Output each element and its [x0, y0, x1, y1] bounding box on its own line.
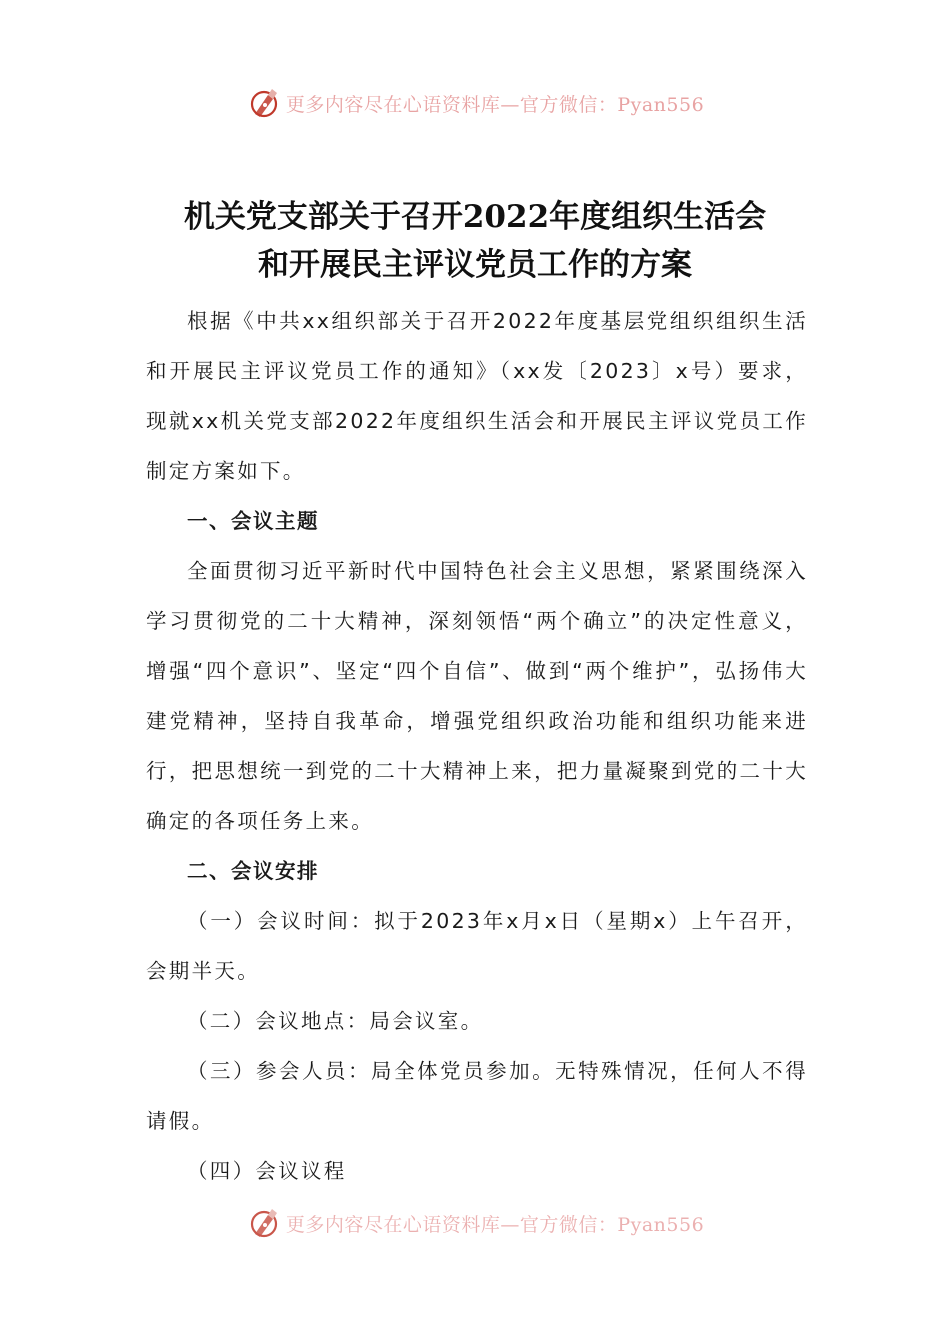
title-line-2: 和开展民主评议党员工作的方案	[258, 247, 692, 283]
footer-watermark	[0, 1203, 950, 1243]
theme-paragraph: 全面贯彻习近平新时代中国特色社会主义思想，紧紧围绕深入学习贯彻党的二十大精神，深刻领悟“两个确立”的决定性意义，增强“四个意识”、坚定“四个自信”、做到“两个维护”，弘扬伟大建党精神，坚持自我革命，增强党组织政治功能和组织功能来进行，把思想统一到党的二十大精神上来，把力量凝聚到党的二十大确定的各项任务上来。	[146, 559, 808, 833]
section-heading-theme: 一、会议主题	[187, 509, 319, 533]
document-title	[0, 193, 950, 289]
section-heading-arrangement: 二、会议安排	[187, 859, 319, 883]
title-line-1: 机关党支部关于召开2022年度组织生活会	[183, 199, 767, 235]
pen-nib-logo-icon	[246, 1205, 282, 1241]
meeting-time-paragraph: （一）会议时间：拟于2023年x月x日（星期x）上午召开，会期半天。	[146, 909, 808, 983]
document-body	[146, 296, 808, 1196]
watermark-text: 更多内容尽在心语资料库—官方微信：Pyan556	[285, 93, 705, 116]
meeting-location-paragraph: （二）会议地点：局会议室。	[187, 1009, 484, 1033]
intro-paragraph: 根据《中共xx组织部关于召开2022年度基层党组织组织生活和开展民主评议党员工作的通知》（xx发〔2023〕x号）要求，现就xx机关党支部2022年度组织生活会和开展民主评议党员工作制定方案如下。	[146, 309, 808, 483]
watermark-text: 更多内容尽在心语资料库—官方微信：Pyan556	[285, 1213, 705, 1236]
agenda-paragraph: （四）会议议程	[187, 1159, 347, 1183]
attendees-paragraph: （三）参会人员：局全体党员参加。无特殊情况，任何人不得请假。	[146, 1059, 808, 1133]
pen-nib-logo-icon	[246, 85, 282, 121]
header-watermark	[0, 83, 950, 123]
